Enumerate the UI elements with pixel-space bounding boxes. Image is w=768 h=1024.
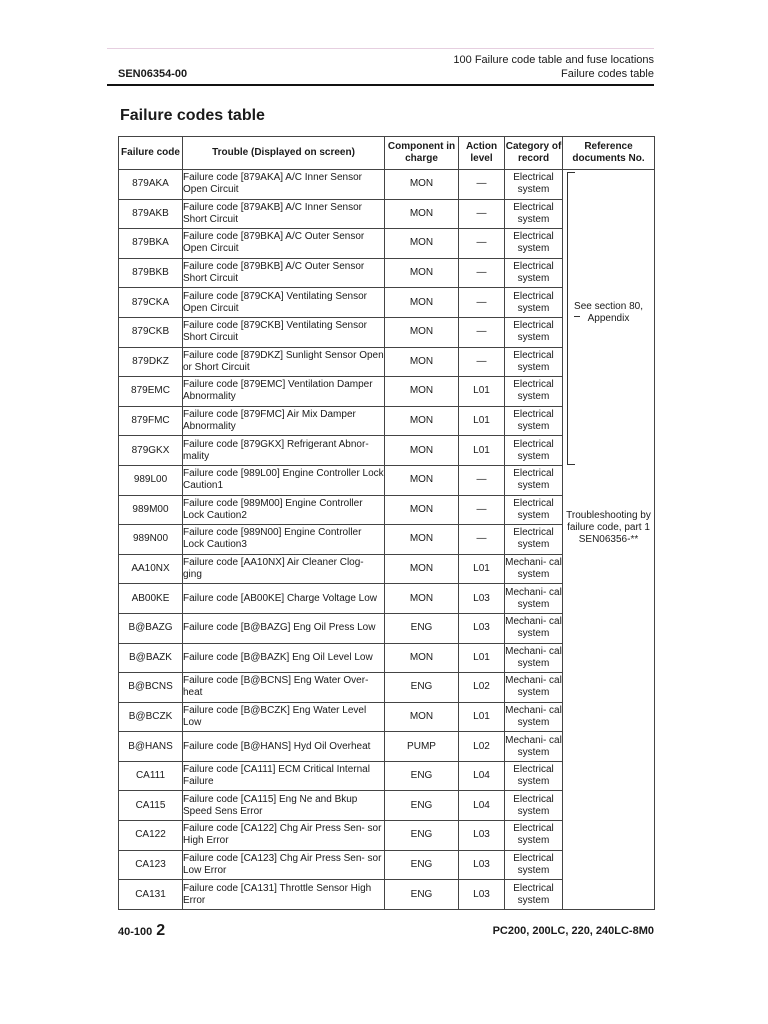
category-cell: Electrical system xyxy=(505,761,563,791)
action-level-cell: — xyxy=(459,347,505,377)
action-level-cell: — xyxy=(459,199,505,229)
failure-code-cell: CA123 xyxy=(119,850,183,880)
failure-codes-table xyxy=(118,136,655,910)
header-failure-code: Failure code xyxy=(119,137,183,170)
trouble-cell: Failure code [879BKB] A/C Outer Sensor Short Circuit xyxy=(183,258,385,288)
trouble-cell: Failure code [CA115] Eng Ne and Bkup Speed Sens Error xyxy=(183,791,385,821)
component-cell: MON xyxy=(385,347,459,377)
component-cell: MON xyxy=(385,554,459,584)
trouble-cell: Failure code [879GKX] Refrigerant Abnor- mality xyxy=(183,436,385,466)
header-doc-number: SEN06354-00 xyxy=(118,68,188,80)
component-cell: MON xyxy=(385,377,459,407)
trouble-cell: Failure code [CA122] Chg Air Press Sen- sor High Error xyxy=(183,821,385,851)
component-cell: MON xyxy=(385,229,459,259)
failure-code-cell: 879BKB xyxy=(119,258,183,288)
category-cell: Mechani- cal system xyxy=(505,554,563,584)
trouble-cell: Failure code [AA10NX] Air Cleaner Clog- ging xyxy=(183,554,385,584)
failure-code-cell: 879AKB xyxy=(119,199,183,229)
action-level-cell: L02 xyxy=(459,732,505,762)
category-cell: Electrical system xyxy=(505,880,563,910)
trouble-cell: Failure code [989L00] Engine Controller Lock Caution1 xyxy=(183,465,385,495)
trouble-cell: Failure code [B@BAZG] Eng Oil Press Low xyxy=(183,613,385,643)
failure-code-cell: B@BCZK xyxy=(119,702,183,732)
failure-code-cell: 879GKX xyxy=(119,436,183,466)
trouble-cell: Failure code [879EMC] Ventilation Damper Abnormality xyxy=(183,377,385,407)
component-cell: MON xyxy=(385,170,459,200)
table-row xyxy=(119,170,655,200)
component-cell: MON xyxy=(385,702,459,732)
failure-code-cell: CA122 xyxy=(119,821,183,851)
action-level-cell: L03 xyxy=(459,850,505,880)
failure-code-cell: AA10NX xyxy=(119,554,183,584)
component-cell: MON xyxy=(385,199,459,229)
component-cell: MON xyxy=(385,584,459,614)
reference-cell xyxy=(563,170,655,910)
component-cell: MON xyxy=(385,288,459,318)
failure-code-cell: 879BKA xyxy=(119,229,183,259)
action-level-cell: — xyxy=(459,258,505,288)
component-cell: ENG xyxy=(385,791,459,821)
failure-code-cell: B@BAZK xyxy=(119,643,183,673)
action-level-cell: — xyxy=(459,229,505,259)
failure-code-cell: 879DKZ xyxy=(119,347,183,377)
action-level-cell: — xyxy=(459,525,505,555)
failure-code-cell: 989L00 xyxy=(119,465,183,495)
trouble-cell: Failure code [879CKA] Ventilating Sensor Open Circuit xyxy=(183,288,385,318)
footer-page xyxy=(118,924,165,939)
action-level-cell: L02 xyxy=(459,673,505,703)
failure-code-cell: 879CKA xyxy=(119,288,183,318)
category-cell: Electrical system xyxy=(505,317,563,347)
header-action-level: Action level xyxy=(459,137,505,170)
failure-code-cell: CA131 xyxy=(119,880,183,910)
trouble-cell: Failure code [879AKB] A/C Inner Sensor Short Circuit xyxy=(183,199,385,229)
trouble-cell: Failure code [B@BCNS] Eng Water Over- heat xyxy=(183,673,385,703)
table-header-row xyxy=(119,137,655,170)
category-cell: Electrical system xyxy=(505,525,563,555)
footer-revision: 2 xyxy=(156,922,166,939)
category-cell: Mechani- cal system xyxy=(505,702,563,732)
failure-code-cell: CA111 xyxy=(119,761,183,791)
header-reference: Reference documents No. xyxy=(563,137,655,170)
category-cell: Electrical system xyxy=(505,288,563,318)
category-cell: Electrical system xyxy=(505,377,563,407)
category-cell: Mechani- cal system xyxy=(505,584,563,614)
category-cell: Mechani- cal system xyxy=(505,732,563,762)
footer-page-number: 40-100 xyxy=(118,926,153,938)
component-cell: PUMP xyxy=(385,732,459,762)
category-cell: Electrical system xyxy=(505,170,563,200)
component-cell: MON xyxy=(385,643,459,673)
action-level-cell: L01 xyxy=(459,702,505,732)
category-cell: Electrical system xyxy=(505,465,563,495)
failure-code-cell: 879EMC xyxy=(119,377,183,407)
failure-code-cell: B@HANS xyxy=(119,732,183,762)
component-cell: MON xyxy=(385,495,459,525)
category-cell: Electrical system xyxy=(505,406,563,436)
action-level-cell: L01 xyxy=(459,554,505,584)
trouble-cell: Failure code [AB00KE] Charge Voltage Low xyxy=(183,584,385,614)
trouble-cell: Failure code [CA123] Chg Air Press Sen- sor Low Error xyxy=(183,850,385,880)
component-cell: MON xyxy=(385,258,459,288)
trouble-cell: Failure code [879DKZ] Sunlight Sensor Open or Short Circuit xyxy=(183,347,385,377)
failure-code-cell: 879CKB xyxy=(119,317,183,347)
failure-code-cell: 879AKA xyxy=(119,170,183,200)
action-level-cell: L03 xyxy=(459,821,505,851)
failure-code-cell: B@BAZG xyxy=(119,613,183,643)
trouble-cell: Failure code [CA131] Throttle Sensor High Error xyxy=(183,880,385,910)
reference-troubleshooting: Troubleshooting by failure code, part 1 SEN06356-** xyxy=(566,510,651,545)
trouble-cell: Failure code [879CKB] Ventilating Sensor Short Circuit xyxy=(183,317,385,347)
header-rule xyxy=(107,84,654,86)
footer-models: PC200, 200LC, 220, 240LC-8M0 xyxy=(492,925,654,937)
action-level-cell: L01 xyxy=(459,377,505,407)
component-cell: MON xyxy=(385,465,459,495)
header-section-title: Failure codes table xyxy=(561,68,654,80)
category-cell: Mechani- cal system xyxy=(505,643,563,673)
trouble-cell: Failure code [CA111] ECM Critical Internal Failure xyxy=(183,761,385,791)
header-chapter-title: 100 Failure code table and fuse locations xyxy=(453,54,654,66)
page-title: Failure codes table xyxy=(120,107,265,124)
action-level-cell: L03 xyxy=(459,613,505,643)
component-cell: MON xyxy=(385,436,459,466)
header-category: Category of record xyxy=(505,137,563,170)
trouble-cell: Failure code [879BKA] A/C Outer Sensor Open Circuit xyxy=(183,229,385,259)
action-level-cell: L01 xyxy=(459,436,505,466)
action-level-cell: L01 xyxy=(459,406,505,436)
category-cell: Electrical system xyxy=(505,199,563,229)
category-cell: Electrical system xyxy=(505,347,563,377)
category-cell: Electrical system xyxy=(505,821,563,851)
component-cell: ENG xyxy=(385,850,459,880)
trouble-cell: Failure code [879FMC] Air Mix Damper Abnormality xyxy=(183,406,385,436)
trouble-cell: Failure code [879AKA] A/C Inner Sensor Open Circuit xyxy=(183,170,385,200)
table-body xyxy=(119,170,655,910)
trouble-cell: Failure code [B@BCZK] Eng Water Level Low xyxy=(183,702,385,732)
failure-code-cell: 989M00 xyxy=(119,495,183,525)
trouble-cell: Failure code [989M00] Engine Controller Lock Caution2 xyxy=(183,495,385,525)
category-cell: Electrical system xyxy=(505,436,563,466)
action-level-cell: — xyxy=(459,288,505,318)
action-level-cell: L03 xyxy=(459,880,505,910)
trouble-cell: Failure code [B@HANS] Hyd Oil Overheat xyxy=(183,732,385,762)
trouble-cell: Failure code [B@BAZK] Eng Oil Level Low xyxy=(183,643,385,673)
category-cell: Electrical system xyxy=(505,258,563,288)
category-cell: Electrical system xyxy=(505,495,563,525)
category-cell: Electrical system xyxy=(505,791,563,821)
failure-code-cell: 989N00 xyxy=(119,525,183,555)
action-level-cell: — xyxy=(459,317,505,347)
failure-code-cell: CA115 xyxy=(119,791,183,821)
category-cell: Mechani- cal system xyxy=(505,673,563,703)
action-level-cell: L04 xyxy=(459,791,505,821)
action-level-cell: L04 xyxy=(459,761,505,791)
failure-code-cell: 879FMC xyxy=(119,406,183,436)
header-faint-rule xyxy=(107,48,654,49)
failure-code-cell: B@BCNS xyxy=(119,673,183,703)
reference-appendix: See section 80, Appendix xyxy=(574,301,643,324)
action-level-cell: L03 xyxy=(459,584,505,614)
component-cell: MON xyxy=(385,406,459,436)
component-cell: MON xyxy=(385,525,459,555)
component-cell: ENG xyxy=(385,821,459,851)
component-cell: MON xyxy=(385,317,459,347)
trouble-cell: Failure code [989N00] Engine Controller Lock Caution3 xyxy=(183,525,385,555)
component-cell: ENG xyxy=(385,613,459,643)
action-level-cell: — xyxy=(459,495,505,525)
action-level-cell: — xyxy=(459,465,505,495)
action-level-cell: L01 xyxy=(459,643,505,673)
category-cell: Mechani- cal system xyxy=(505,613,563,643)
category-cell: Electrical system xyxy=(505,229,563,259)
component-cell: ENG xyxy=(385,761,459,791)
component-cell: ENG xyxy=(385,673,459,703)
header-component: Component in charge xyxy=(385,137,459,170)
header-trouble: Trouble (Displayed on screen) xyxy=(183,137,385,170)
component-cell: ENG xyxy=(385,880,459,910)
action-level-cell: — xyxy=(459,170,505,200)
category-cell: Electrical system xyxy=(505,850,563,880)
failure-code-cell: AB00KE xyxy=(119,584,183,614)
